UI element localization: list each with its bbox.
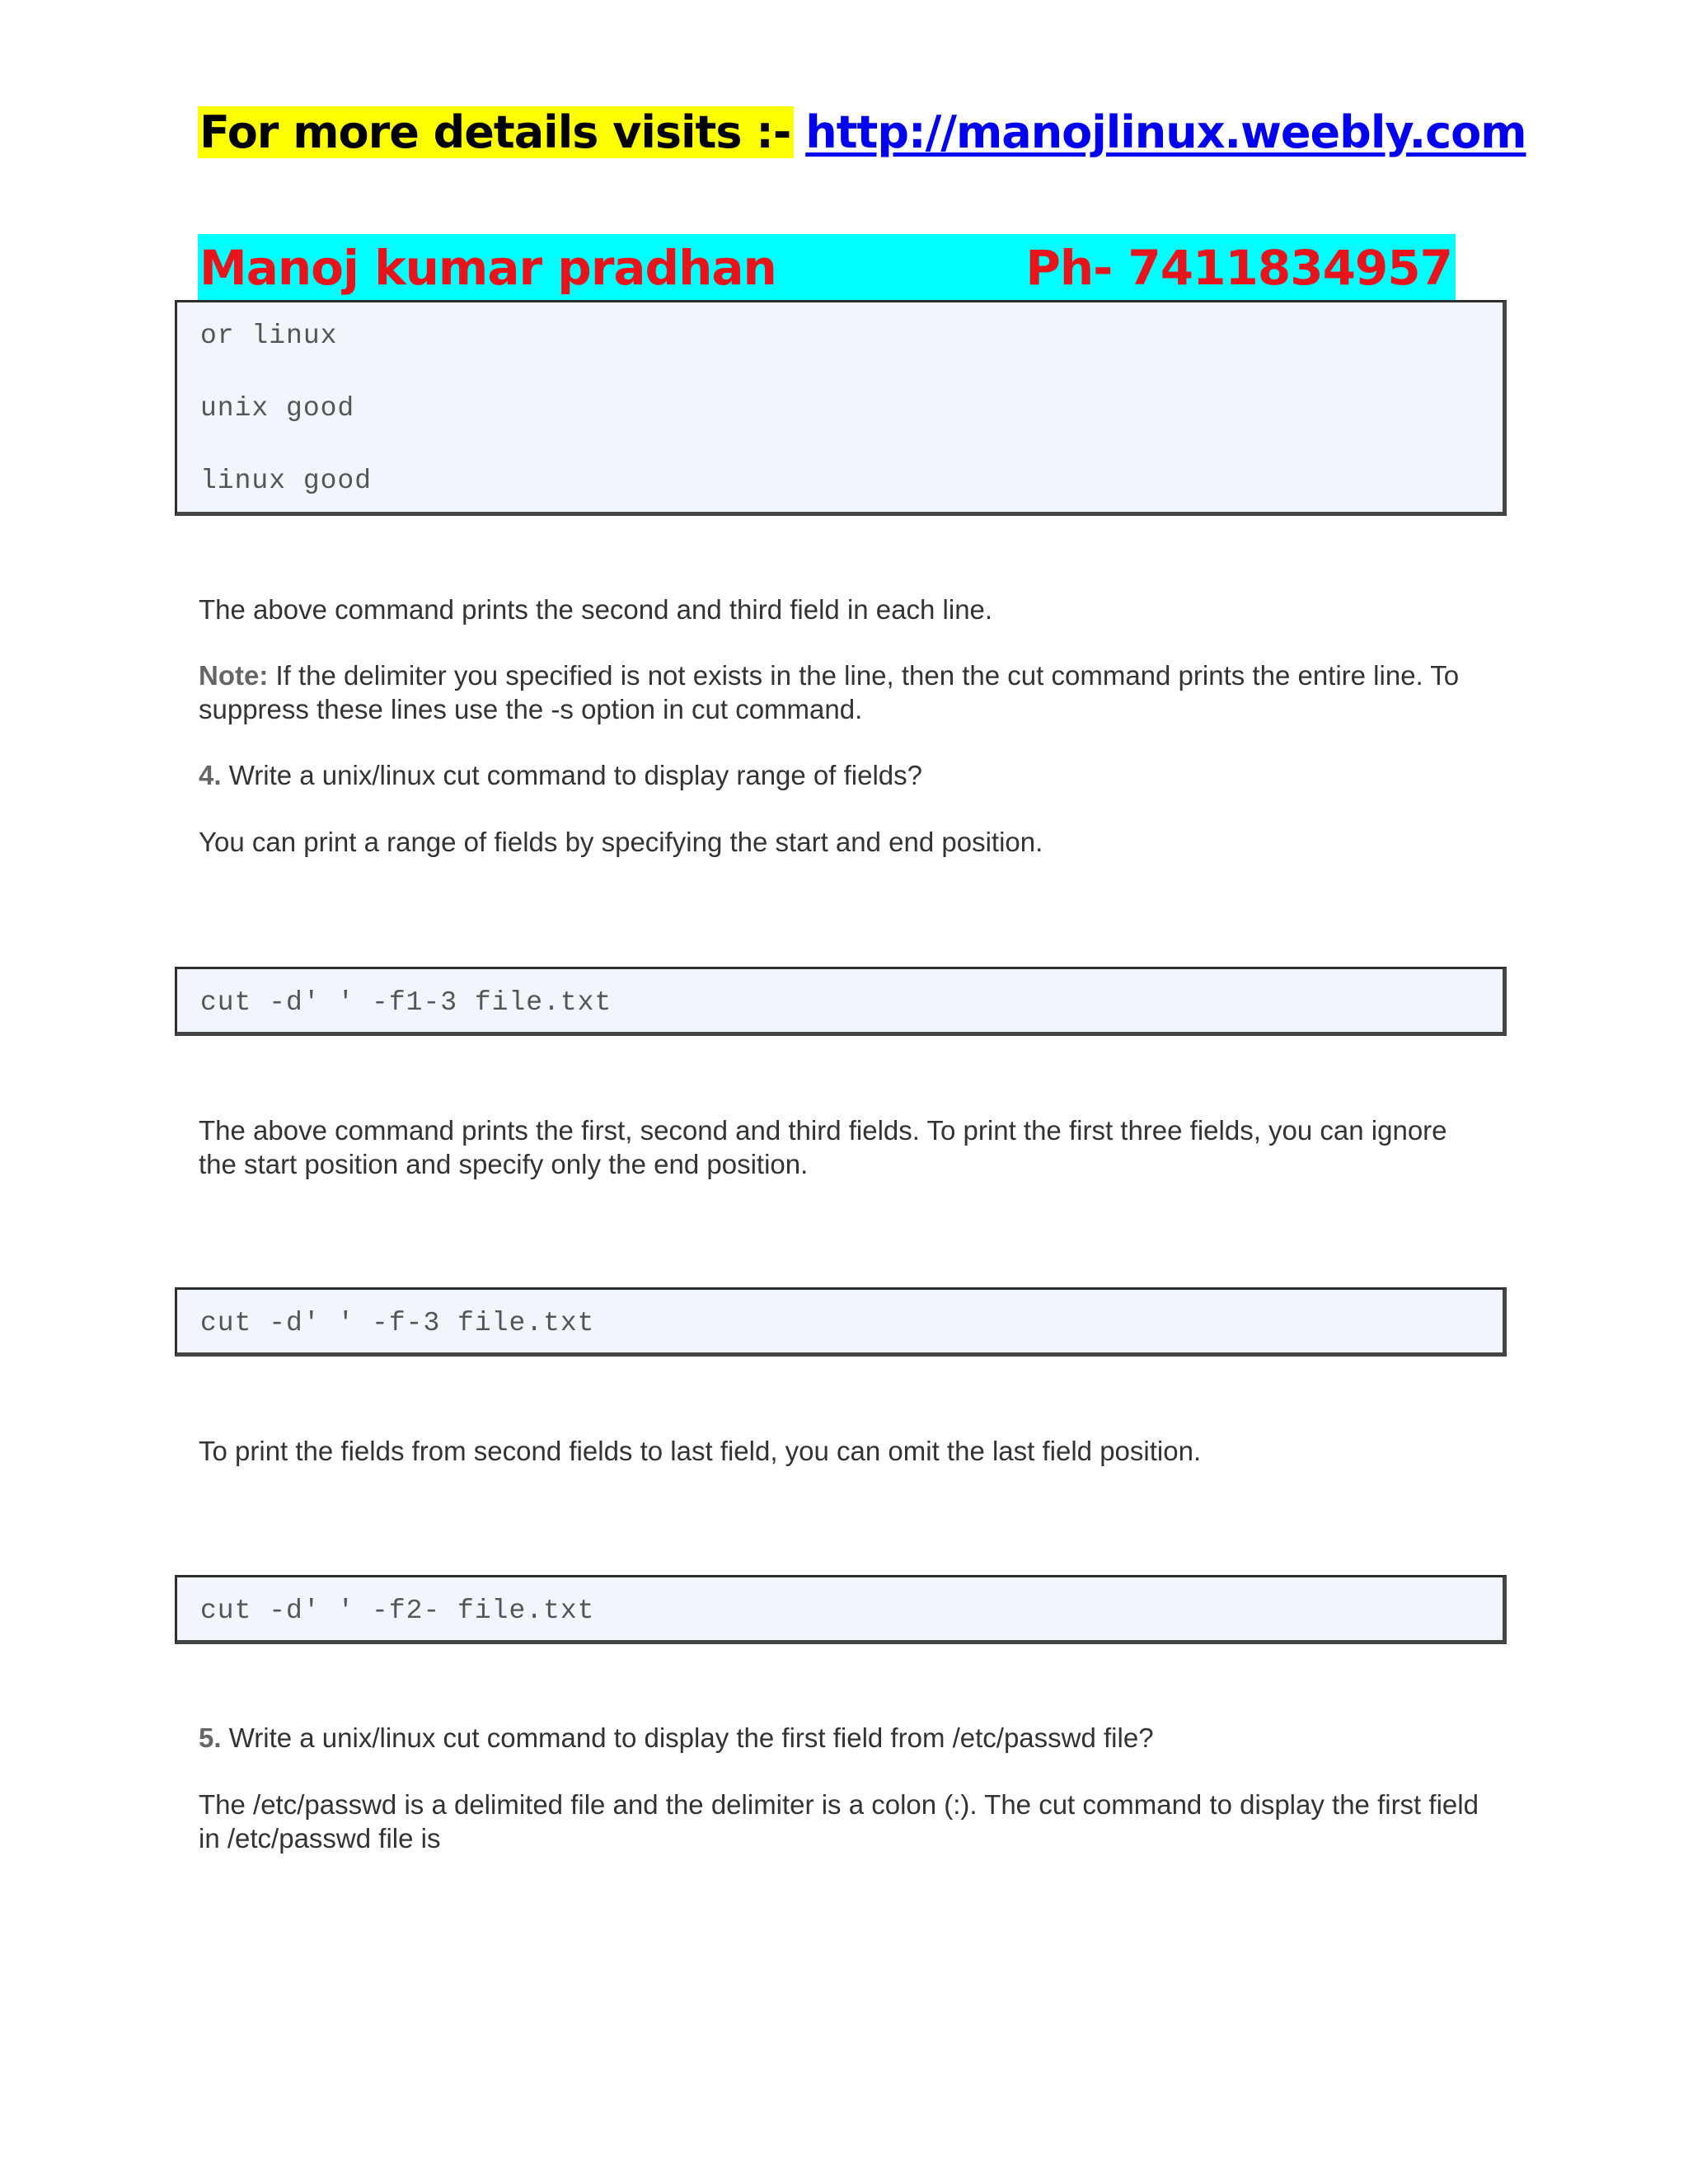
paragraph: You can print a range of fields by specifying the start and end position. — [199, 827, 1043, 857]
code-line: unix good — [200, 393, 355, 424]
question-number: 4. — [199, 760, 222, 790]
site-link[interactable]: http://manojlinux.weebly.com — [805, 106, 1526, 158]
paragraph: The above command prints the first, second and third fields. To print the first three fields, you can ignore the start position and specify only the end position. — [199, 1115, 1447, 1179]
question-text: Write a unix/linux cut command to display the first field from /etc/passwd file? — [221, 1722, 1154, 1753]
author-name: Manoj kumar pradhan — [199, 240, 776, 296]
code-line: cut -d' ' -f-3 file.txt — [200, 1308, 595, 1338]
note-label: Note: — [199, 660, 269, 691]
question-4 — [199, 758, 1484, 792]
visit-header — [198, 97, 1526, 168]
question-number: 5. — [199, 1722, 222, 1753]
author-phone: Ph- 7411834957 — [1025, 240, 1452, 296]
paragraph: The /etc/passwd is a delimited file and the delimiter is a colon (:). The cut command to display the first field in /etc/passwd file is — [199, 1789, 1479, 1854]
code-line: cut -d' ' -f2- file.txt — [200, 1596, 595, 1626]
code-block-output — [175, 300, 1507, 516]
code-line: cut -d' ' -f1-3 file.txt — [200, 987, 612, 1018]
visit-label: For more details visits :- — [198, 106, 794, 158]
question-5 — [199, 1721, 1484, 1755]
paragraph: To print the fields from second fields to last field, you can omit the last field position. — [199, 1436, 1202, 1466]
code-line: or linux — [200, 321, 338, 351]
note-text: If the delimiter you specified is not exists in the line, then the cut command prints the entire line. To suppress these lines use the -s option in cut command. — [199, 660, 1460, 724]
code-block-command — [175, 1287, 1507, 1357]
code-line: linux good — [200, 466, 373, 496]
author-bar — [198, 234, 1456, 302]
code-block-command — [175, 1575, 1507, 1644]
paragraph: The above command prints the second and third field in each line. — [199, 594, 993, 625]
code-block-command — [175, 967, 1507, 1036]
question-text: Write a unix/linux cut command to display range of fields? — [221, 760, 923, 790]
note-paragraph — [199, 658, 1484, 726]
